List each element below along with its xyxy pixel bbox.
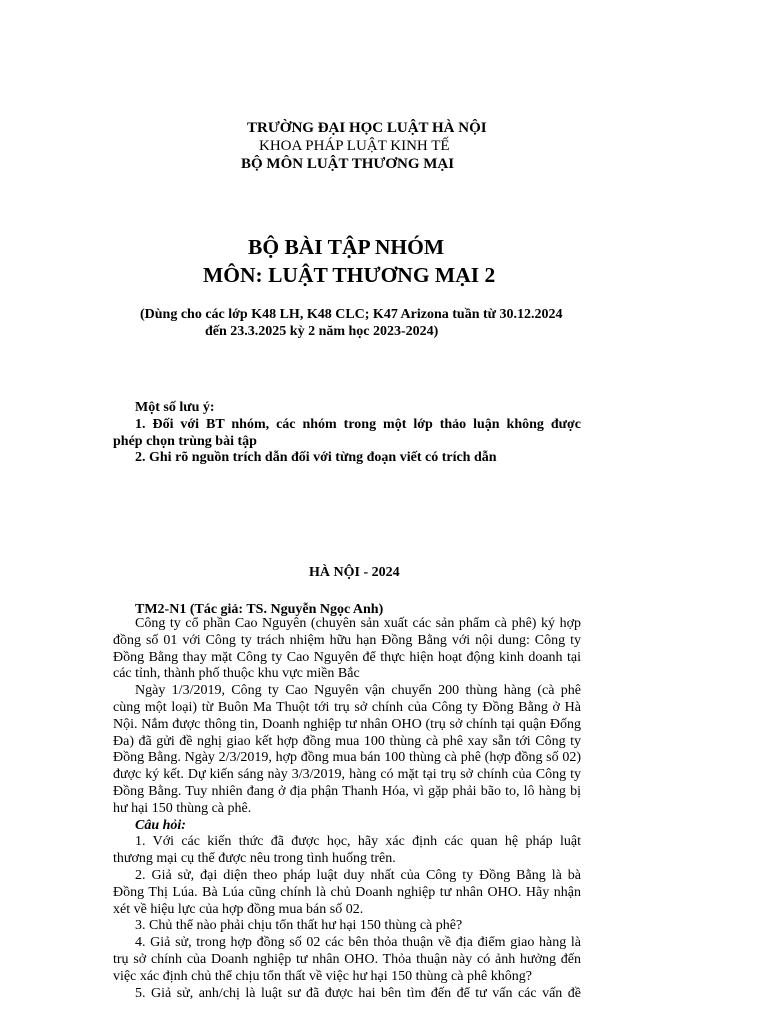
question-1 — [113, 834, 581, 868]
paragraph-line: Nội. Nắm được thông tin, Doanh nghiệp tư nhân OHO (trụ sở chính tại quận Đống — [113, 716, 581, 732]
place-year: HÀ NỘI - 2024 — [309, 565, 400, 580]
question-line: 5. Giả sử, anh/chị là luật sư đã được hai bên tìm đến để tư vấn các vấn đề — [135, 985, 581, 1001]
note-item-1-line1: 1. Đối với BT nhóm, các nhóm trong một lớp thảo luận không được — [135, 417, 581, 432]
document-title-line2: MÔN: LUẬT THƯƠNG MẠI 2 — [203, 263, 496, 287]
paragraph-1 — [113, 616, 581, 683]
question-line: trụ sở chính của Doanh nghiệp tư nhân OHO. Thỏa thuận này có ảnh hưởng đến — [113, 951, 581, 967]
department-name: BỘ MÔN LUẬT THƯƠNG MẠI — [241, 156, 455, 172]
exercise-heading: TM2-N1 (Tác giả: TS. Nguyễn Ngọc Anh) — [135, 602, 384, 617]
question-line: 1. Với các kiến thức đã được học, hãy xác định các quan hệ pháp luật — [135, 834, 581, 850]
exercise-body — [113, 616, 581, 1002]
question-line: 4. Giả sử, trong hợp đồng số 02 các bên thỏa thuận về địa điểm giao hàng là — [135, 935, 581, 951]
question-line: 3. Chủ thể nào phải chịu tổn thất hư hại 150 thùng cà phê? — [135, 918, 463, 934]
subtitle-line1: (Dùng cho các lớp K48 LH, K48 CLC; K47 Arizona tuần từ 30.12.2024 — [140, 307, 563, 322]
paragraph-line: Công ty cổ phần Cao Nguyên (chuyên sản xuất các sản phẩm cà phê) ký hợp — [135, 616, 581, 631]
question-line: Đồng Thị Lúa. Bà Lúa cũng chính là chủ Doanh nghiệp tư nhân OHO. Hãy nhận — [113, 884, 581, 900]
note-item-1-line2: phép chọn trùng bài tập — [113, 434, 257, 449]
questions-heading: Câu hỏi: — [135, 817, 186, 833]
faculty-name: KHOA PHÁP LUẬT KINH TẾ — [259, 138, 450, 154]
subtitle-line2: đến 23.3.2025 kỳ 2 năm học 2023-2024) — [205, 324, 439, 339]
question-5 — [113, 986, 581, 1003]
paragraph-line: Đồng Bằng thay mặt Công ty Cao Nguyên để thực hiện hoạt động kinh doanh tại — [113, 649, 581, 665]
paragraph-2 — [113, 683, 581, 817]
note-item-2: 2. Ghi rõ nguồn trích dẫn đối với từng đoạn viết có trích dẫn — [135, 450, 497, 465]
notes-heading: Một số lưu ý: — [135, 400, 215, 415]
question-4 — [113, 935, 581, 985]
paragraph-line: hư hại 150 thùng cà phê. — [113, 800, 252, 816]
paragraph-line: cùng một loại) từ Buôn Ma Thuột tới trụ sở chính của Công ty Đồng Bằng ở Hà — [113, 699, 581, 715]
question-line: thương mại cụ thể được nêu trong tình huống trên. — [113, 851, 396, 867]
paragraph-line: Đồng Bằng. Tuy nhiên đang ở địa phận Thanh Hóa, vì gặp phải bão to, lô hàng bị — [113, 783, 581, 799]
question-line: việc xác định chủ thể chịu tổn thất về việc hư hại 150 thùng cà phê không? — [113, 968, 532, 984]
question-line: xét về hiệu lực của hợp đồng mua bán số 02. — [113, 901, 364, 917]
question-3 — [113, 918, 581, 935]
paragraph-line: đồng số 01 với Công ty trách nhiệm hữu hạn Đồng Bằng với nội dung: Công ty — [113, 632, 581, 648]
question-line: 2. Giả sử, đại diện theo pháp luật duy nhất của Công ty Đồng Bằng là bà — [135, 867, 581, 883]
document-title-line1: BỘ BÀI TẬP NHÓM — [248, 235, 445, 259]
university-name: TRƯỜNG ĐẠI HỌC LUẬT HÀ NỘI — [247, 120, 487, 136]
question-2 — [113, 868, 581, 918]
note-item-1 — [135, 416, 581, 433]
paragraph-line: được ký kết. Dự kiến sáng này 3/3/2019, hàng có mặt tại trụ sở chính của Công ty — [113, 767, 581, 783]
paragraph-line: các tỉnh, thành phố thuộc khu vực miền Bắc — [113, 666, 360, 682]
paragraph-line: Đa) đã gửi đề nghị giao kết hợp đồng mua 100 thùng cà phê xay sẵn tới Công ty — [113, 733, 581, 749]
paragraph-line: Ngày 1/3/2019, Công ty Cao Nguyên vận chuyển 200 thùng hàng (cà phê — [135, 683, 581, 699]
paragraph-line: Đồng Bằng. Ngày 2/3/2019, hợp đồng mua bán 100 thùng cà phê (hợp đồng số 02) — [113, 750, 581, 766]
